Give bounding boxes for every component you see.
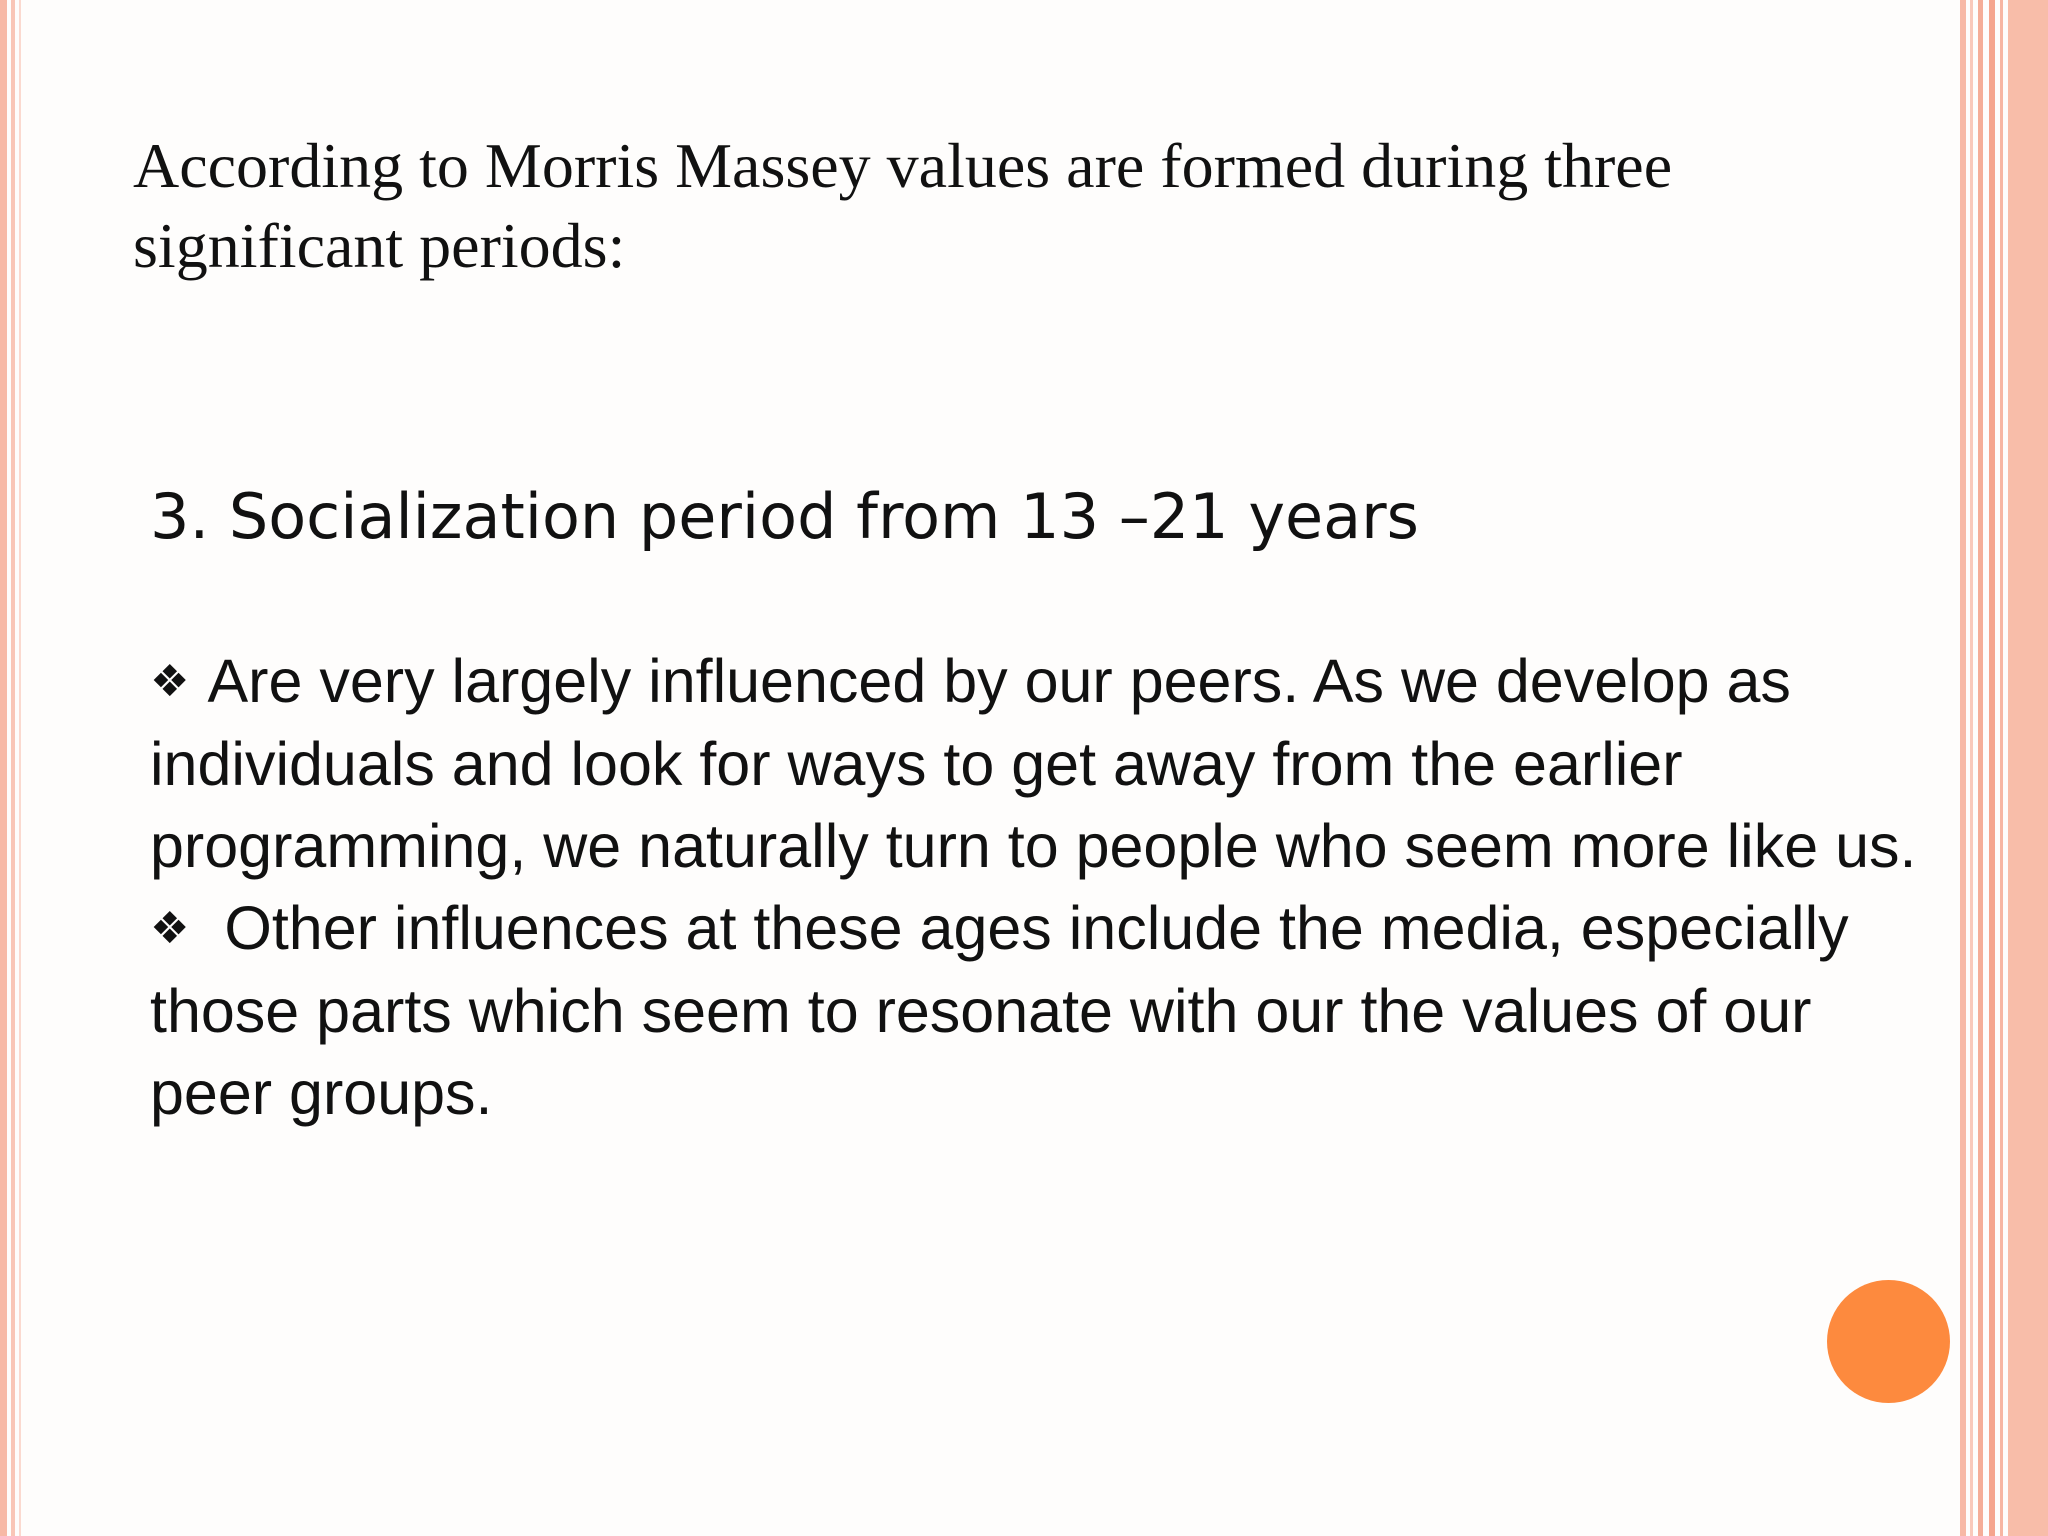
four-diamond-bullet-icon: ❖ (150, 903, 190, 954)
right-border-band (2008, 0, 2048, 1536)
right-border-stripe (1978, 0, 1983, 1536)
bullet-text: Are very largely influenced by our peers. As we develop as individuals and look for ways to get away from the earlier programming, we naturally turn to people who seem more like us. (150, 647, 1917, 880)
orange-circle-decoration (1827, 1280, 1950, 1403)
bullet-item (150, 887, 1930, 1134)
slide-title: According to Morris Massey values are formed during three significant periods: (133, 130, 1673, 281)
right-border-stripe (1960, 0, 1966, 1536)
right-border-stripe (1970, 0, 1973, 1536)
bullet-list (150, 640, 1930, 1134)
left-border-stripe (11, 0, 15, 1536)
right-border-stripe (2000, 0, 2003, 1536)
left-border-stripe (19, 0, 21, 1536)
left-border-stripe (0, 0, 7, 1536)
slide-subheading: 3. Socialization period from 13 –21 years (150, 480, 1419, 553)
right-border-stripe (1989, 0, 1995, 1536)
bullet-item (150, 640, 1930, 887)
bullet-text: Other influences at these ages include the media, especially those parts which seem to resonate with our the values of our peer groups. (150, 894, 1849, 1127)
four-diamond-bullet-icon: ❖ (150, 656, 190, 707)
